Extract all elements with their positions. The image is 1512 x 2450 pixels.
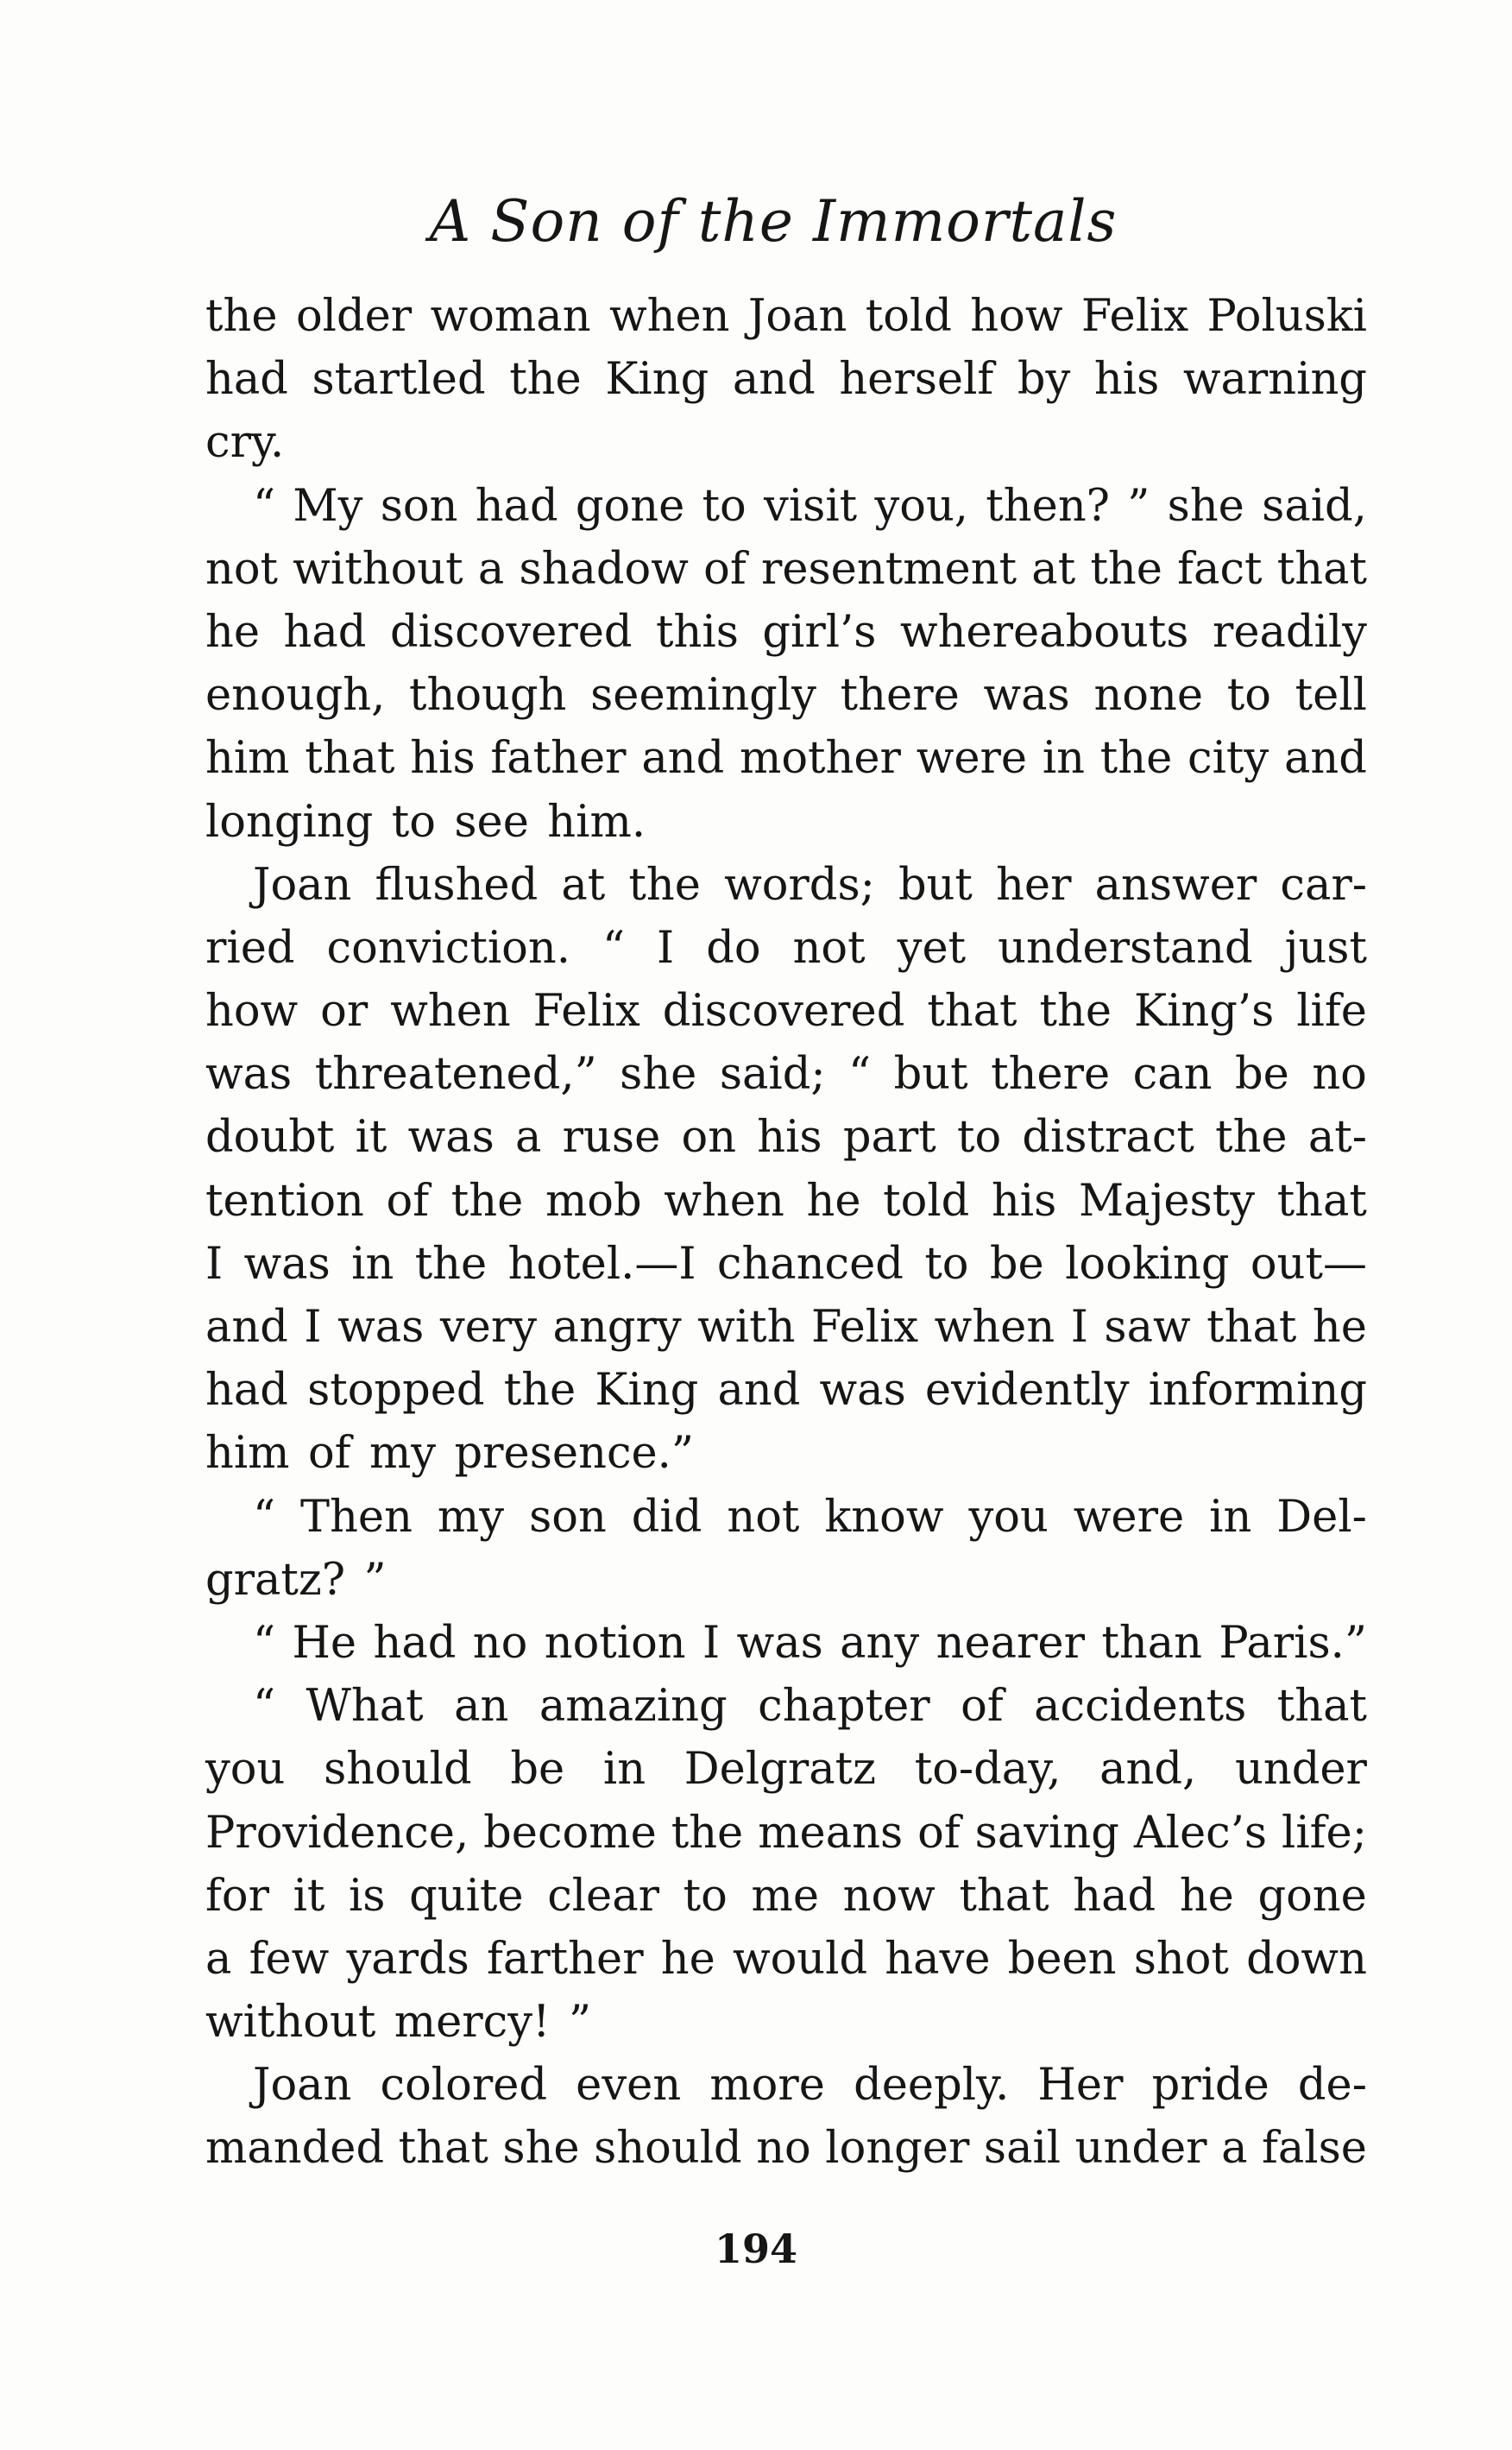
word: how [970,291,1063,342]
word: was [736,1617,823,1669]
word: a [477,543,505,595]
word: on [681,1112,737,1164]
word: he [1179,1870,1234,1922]
word: and [641,733,725,785]
word: woman [430,291,591,342]
word: whereabouts [899,606,1189,658]
word: the [503,1365,576,1417]
text-line [205,475,1367,538]
word: chapter [758,1681,930,1733]
word: him [205,1428,290,1480]
text-line [205,1802,1367,1865]
word: Poluski [1206,291,1367,342]
word: startled [312,354,486,406]
word: a [1221,2123,1248,2175]
word: had [475,480,558,532]
word: pride [1151,2060,1269,2112]
text-line [205,1170,1367,1233]
word: and, [1099,1744,1197,1796]
text-line [205,791,1367,854]
word: down [1246,1933,1367,1985]
word: informing [1148,1365,1367,1417]
word: the [205,291,278,342]
text-line [205,1865,1367,1928]
word: longing [205,796,374,848]
word: told [865,291,952,342]
text-line [205,2117,1367,2180]
text-line [205,727,1367,790]
running-head: A Son of the Immortals [429,188,1118,255]
word: were [1073,1491,1185,1543]
word: gone [575,480,685,532]
word: life; [1282,1807,1367,1859]
word: seemingly [590,670,816,722]
word: Felix [1080,291,1189,342]
word: that [959,1870,1049,1922]
text-line [205,348,1367,411]
word: know [824,1491,944,1543]
word: tell [1295,670,1367,722]
word: “ [253,1617,276,1669]
text-line [205,1422,1367,1485]
word: it [355,1112,387,1164]
word: ” [568,1997,592,2049]
body-text [205,285,1367,2181]
text-line [205,1991,1367,2054]
word: by [1017,354,1071,406]
word: that [398,2123,488,2175]
word: in [351,1238,394,1290]
word: said, [1262,480,1367,532]
word: to [702,480,747,532]
word: him. [547,796,646,848]
word: de- [1297,2060,1367,2112]
word: the [1090,543,1162,595]
word: can [1132,1049,1213,1101]
word: manded [205,2123,385,2175]
word: was [337,1302,425,1353]
word: now [842,1870,936,1922]
word: deeply. [854,2060,1010,2112]
word: of [703,543,747,595]
word: the [1215,1112,1288,1164]
word: a [205,1933,232,1985]
word: he [1312,1302,1367,1353]
word: in [1209,1491,1252,1543]
word: when [664,1175,784,1227]
word: yards [346,1933,469,1985]
word: or [320,986,369,1038]
word: of [307,1428,351,1480]
word: false [1262,2123,1367,2175]
text-line [205,1359,1367,1422]
word: yet [897,922,967,974]
word: for [205,1870,269,1922]
text-line [205,1928,1367,1991]
word: be [989,1238,1044,1290]
word: older [295,291,413,342]
word: is [349,1870,386,1922]
word: conviction. [326,922,570,974]
word: of [386,1175,430,1227]
word: would [732,1933,868,1985]
word: then? [986,480,1111,532]
word: I [1070,1302,1088,1353]
word: shot [1133,1933,1229,1985]
word: I [304,1302,322,1353]
word: accidents [1034,1681,1247,1733]
word: means [758,1807,904,1859]
word: gone [1257,1870,1367,1922]
word: should [594,2123,742,2175]
text-line [205,980,1367,1043]
word: Then [300,1491,413,1543]
word: do [706,922,761,974]
word: Paris.” [1219,1617,1367,1669]
word: chanced [716,1238,904,1290]
word: notion [544,1617,686,1669]
word: stopped [307,1365,485,1417]
word: hotel.—I [507,1238,696,1290]
word: the [1039,986,1112,1038]
text-line [205,285,1367,348]
word: mob [545,1175,642,1227]
word: was [407,1112,495,1164]
word: understand [998,922,1253,974]
text-line [205,1486,1367,1549]
word: at [561,859,606,911]
word: you, [874,480,969,532]
word: father [490,733,627,785]
word: of [961,1681,1004,1733]
word: this [656,606,739,658]
word: quite [409,1870,524,1922]
word: I [205,1238,224,1290]
word: my [437,1491,505,1543]
word: should [324,1744,472,1796]
word: was [819,1365,906,1417]
word: none [1093,670,1204,722]
word: he [205,606,261,658]
word: Providence, [205,1807,469,1859]
word: girl’s [762,606,877,658]
word: when [390,986,511,1038]
word: Del- [1276,1491,1367,1543]
word: the [628,859,701,911]
word: discovered [662,986,905,1038]
word: Felix [532,986,640,1038]
word: it [293,1870,325,1922]
text-line [205,1612,1367,1675]
word: and [205,1302,288,1353]
text-line [205,664,1367,727]
word: there [991,1049,1111,1101]
word: me [751,1870,819,1922]
text-line [205,2054,1367,2117]
word: Majesty [1078,1175,1256,1227]
word: distract [1022,1112,1194,1164]
word: his [410,733,476,785]
word: life [1296,986,1367,1038]
word: mother [739,733,901,785]
word: a [515,1112,542,1164]
word: that [1206,1302,1297,1353]
word: cry. [205,417,285,469]
word: that [1276,1681,1367,1733]
word: I [657,922,675,974]
word: angry [552,1302,682,1353]
word: and [717,1365,801,1417]
word: there [840,670,960,722]
word: presence.” [454,1428,694,1480]
word: was [983,670,1070,722]
word: looking [1065,1238,1230,1290]
word: to [683,1870,728,1922]
word: He [292,1617,357,1669]
word: at- [1307,1112,1367,1164]
word: the [1099,733,1173,785]
word: to [924,1238,969,1290]
text-line [205,917,1367,980]
word: longer [825,2123,970,2175]
word: city [1188,733,1269,785]
word: warning [1182,354,1367,406]
word: gratz? [205,1554,346,1606]
word: amazing [539,1681,728,1733]
word: but [893,1049,968,1101]
word: with [697,1302,796,1353]
word: without [205,1997,376,2049]
word: What [306,1681,424,1733]
word: though [409,670,567,722]
word: was [243,1238,331,1290]
word: just [1284,922,1367,974]
word: not [205,543,279,595]
word: his [757,1112,822,1164]
word: mercy! [394,1997,551,2049]
word: and [732,354,816,406]
word: she [620,1049,697,1101]
word: under [1074,2123,1207,2175]
word: any [840,1617,920,1669]
word: that [1276,543,1367,595]
word: Alec’s [1133,1807,1268,1859]
word: that [1276,1175,1367,1227]
word: very [439,1302,538,1353]
word: in [1042,733,1086,785]
word: fact [1177,543,1263,595]
word: colored [380,2060,548,2112]
word: saw [1104,1302,1191,1353]
word: he [660,1933,715,1985]
word: ” [1127,480,1150,532]
word: she [502,2123,580,2175]
word: an [454,1681,509,1733]
word: had [205,1365,288,1417]
word: had [373,1617,457,1669]
word: you [205,1744,286,1796]
word: the [414,1238,488,1290]
word: Joan [747,291,847,342]
word: her [996,859,1072,911]
word: were [916,733,1028,785]
word: I [702,1617,721,1669]
word: no [756,2123,811,2175]
word: enough, [205,670,386,722]
word: My [293,480,363,532]
word: when [608,291,730,342]
text-line [205,854,1367,917]
text-line [205,1549,1367,1612]
word: more [709,2060,825,2112]
word: of [917,1807,961,1859]
word: she [1167,480,1244,532]
word: son [380,480,458,532]
word: King’s [1133,986,1275,1038]
word: Felix [810,1302,919,1353]
word: had [283,606,367,658]
word: flushed [375,859,539,911]
word: be [510,1744,565,1796]
word: the [671,1807,744,1859]
word: had [1073,1870,1156,1922]
word: how [205,986,299,1038]
word: did [631,1491,702,1543]
word: to [391,796,436,848]
text-line [205,1043,1367,1106]
word: ” [363,1554,387,1606]
word: car- [1280,859,1367,911]
word: his [1093,354,1160,406]
word: my [369,1428,437,1480]
word: son [529,1491,607,1543]
word: herself [839,354,994,406]
word: ried [205,922,295,974]
word: him [205,733,290,785]
word: saving [974,1807,1119,1859]
word: no [1312,1049,1367,1101]
word: readily [1212,606,1367,658]
word: the [450,1175,524,1227]
word: in [602,1744,646,1796]
word: discovered [389,606,633,658]
text-line [205,538,1367,601]
word: when [934,1302,1055,1353]
word: “ [253,480,276,532]
word: answer [1094,859,1257,911]
text-line [205,1106,1367,1169]
word: words; [724,859,875,911]
word: King [595,1365,699,1417]
word: evidently [924,1365,1130,1417]
word: without [293,543,463,595]
word: visit [764,480,858,532]
word: under [1235,1744,1367,1796]
word: Delgratz [684,1744,876,1796]
text-line [205,1233,1367,1296]
word: threatened,” [314,1049,597,1101]
word: told [883,1175,970,1227]
word: you [968,1491,1049,1543]
word: not [792,922,866,974]
text-line [205,1675,1367,1738]
word: become [483,1807,657,1859]
word: farther [487,1933,644,1985]
text-line [205,411,1367,474]
word: to [1226,670,1271,722]
word: see [454,796,529,848]
word: “ [253,1681,276,1733]
page-number: 194 [714,2226,798,2272]
word: been [1007,1933,1117,1985]
word: Joan [253,2060,352,2112]
word: than [1101,1617,1202,1669]
word: “ [848,1049,872,1101]
word: his [991,1175,1057,1227]
word: Joan [253,859,352,911]
word: no [472,1617,528,1669]
word: that [927,986,1017,1038]
word: few [249,1933,330,1985]
word: out— [1250,1238,1367,1290]
word: ruse [562,1112,661,1164]
word: resentment [760,543,1017,595]
word: to [956,1112,1002,1164]
word: have [885,1933,991,1985]
text-line [205,1296,1367,1359]
word: and [1283,733,1367,785]
word: even [576,2060,682,2112]
word: tention [205,1175,364,1227]
word: King [605,354,709,406]
word: sail [983,2123,1062,2175]
word: part [842,1112,936,1164]
word: that [305,733,395,785]
word: “ [253,1491,276,1543]
word: shadow [519,543,689,595]
word: said; [719,1049,826,1101]
word: doubt [205,1112,335,1164]
word: the [509,354,582,406]
word: was [205,1049,293,1101]
word: but [898,859,973,911]
word: to-day, [914,1744,1062,1796]
word: Her [1037,2060,1124,2112]
word: be [1234,1049,1289,1101]
word: nearer [936,1617,1085,1669]
text-line [205,601,1367,664]
word: he [806,1175,861,1227]
word: “ [602,922,626,974]
word: not [727,1491,800,1543]
word: at [1031,543,1076,595]
text-line [205,1738,1367,1801]
word: clear [547,1870,660,1922]
word: had [205,354,288,406]
